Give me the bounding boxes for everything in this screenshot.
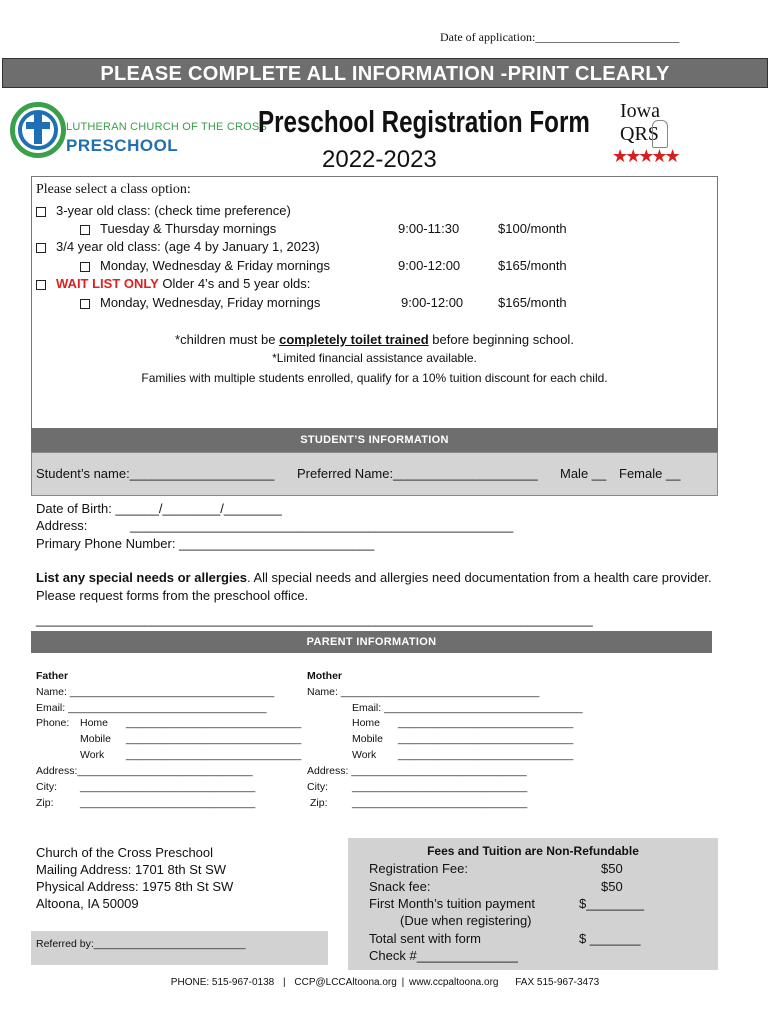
male-field[interactable]: Male __ (560, 466, 607, 481)
waitlist-desc: Older 4’s and 5 year olds: (158, 276, 311, 291)
first-month-field[interactable]: $________ (579, 896, 645, 911)
church-city: Altoona, IA 50009 (36, 896, 139, 911)
registration-fee-value: $50 (601, 861, 623, 876)
registration-fee-label: Registration Fee: (369, 861, 468, 876)
due-when-registering: (Due when registering) (400, 913, 532, 928)
mother-name-field[interactable]: Name: __________________________________ (307, 686, 540, 698)
father-email-field[interactable]: Email: __________________________________ (36, 702, 267, 714)
primary-phone-field[interactable]: Primary Phone Number: ___________________________ (36, 536, 375, 551)
mother-home-field[interactable]: ______________________________ (398, 717, 574, 729)
father-zip-label: Zip: (36, 797, 54, 809)
mother-work-field[interactable]: ______________________________ (398, 749, 574, 761)
note-toilet-trained: completely toilet trained (279, 332, 429, 347)
father-heading: Father (36, 670, 69, 682)
mother-zip-field[interactable]: ______________________________ (352, 797, 528, 809)
mother-zip-label: Zip: (310, 797, 328, 809)
father-phone-label: Phone: (36, 717, 70, 729)
father-zip-field[interactable]: ______________________________ (80, 797, 256, 809)
checkbox-waitlist-mwf[interactable] (80, 299, 90, 309)
checkbox-waitlist[interactable] (36, 280, 46, 290)
father-mobile-field[interactable]: ______________________________ (126, 733, 302, 745)
mother-email-field[interactable]: Email: __________________________________ (352, 702, 583, 714)
note-part1: *children must be (175, 332, 280, 347)
cross-bar-icon (26, 122, 50, 129)
note-part3: before beginning school. (428, 332, 574, 347)
financial-assistance-note: *Limited financial assistance available. (272, 351, 477, 365)
form-title: Preschool Registration Form (258, 104, 590, 139)
first-month-label: First Month’s tuition payment (369, 896, 535, 911)
mother-mobile-label: Mobile (352, 733, 383, 745)
option-3yr-tth-label: Tuesday & Thursday mornings (100, 221, 277, 236)
female-field[interactable]: Female __ (619, 466, 681, 481)
father-city-label: City: (36, 781, 57, 793)
mother-home-label: Home (352, 717, 381, 729)
checkbox-3yr-tth[interactable] (80, 225, 90, 235)
option-waitlist-mwf-label: Monday, Wednesday, Friday mornings (100, 295, 321, 310)
total-sent-field[interactable]: $ _______ (579, 931, 641, 946)
father-address-field[interactable]: Address:______________________________ (36, 765, 253, 777)
preferred-name-field[interactable]: Preferred Name:____________________ (297, 466, 538, 481)
logo-preschool: PRESCHOOL (66, 136, 179, 155)
footer-phone: PHONE: 515-967-0138 (170, 977, 275, 988)
cross-icon (34, 114, 42, 144)
mother-city-label: City: (307, 781, 328, 793)
option-waitlist-mwf[interactable] (80, 295, 320, 310)
checkbox-34yr-mwf[interactable] (80, 262, 90, 272)
option-34yr-time: 9:00-12:00 (398, 258, 461, 273)
father-work-field[interactable]: ______________________________ (126, 749, 302, 761)
checkbox-3yr[interactable] (36, 207, 46, 217)
father-home-label: Home (80, 717, 109, 729)
option-waitlist[interactable] (36, 276, 310, 291)
footer-contact: PHONE: 515-967-0138 | CCP@LCCAltoona.org | www.ccpaltoona.org FAX 515-967-3473 (170, 977, 600, 988)
address-field[interactable]: _____________________________________________________ (130, 518, 514, 533)
special-needs-text (36, 570, 712, 585)
mother-mobile-field[interactable]: ______________________________ (398, 733, 574, 745)
option-34yr[interactable] (36, 239, 320, 254)
father-name-field[interactable]: Name: ___________________________________ (36, 686, 275, 698)
checkbox-34yr[interactable] (36, 243, 46, 253)
father-city-field[interactable]: ______________________________ (80, 781, 256, 793)
discount-note: Families with multiple students enrolled, qualify for a 10% tuition discount for each child. (141, 371, 608, 385)
iowa-qrs-logo (612, 96, 702, 174)
total-sent-label: Total sent with form (369, 931, 481, 946)
father-work-label: Work (80, 749, 105, 761)
option-34yr-mwf[interactable] (80, 258, 330, 273)
physical-address: Physical Address: 1975 8th St SW (36, 879, 234, 894)
option-3yr-time: 9:00-11:30 (398, 221, 460, 236)
school-year: 2022-2023 (322, 146, 437, 173)
mailing-address: Mailing Address: 1701 8th St SW (36, 862, 227, 877)
mother-work-label: Work (352, 749, 377, 761)
church-logo (10, 100, 267, 166)
print-clearly-banner: PLEASE COMPLETE ALL INFORMATION -PRINT CLEARLY (2, 58, 768, 88)
option-3yr-tth[interactable] (80, 221, 276, 236)
father-home-field[interactable]: ______________________________ (126, 717, 302, 729)
referred-by-field[interactable]: Referred by:__________________________ (36, 938, 246, 950)
option-3yr-price: $100/month (498, 221, 567, 236)
footer-email[interactable]: CCP@LCCAltoona.org (294, 977, 397, 988)
option-34yr-price: $165/month (498, 258, 567, 273)
class-options-heading: Please select a class option: (36, 182, 191, 197)
footer-fax: FAX 515-967-3473 (515, 977, 600, 988)
mother-address-field[interactable]: Address: ______________________________ (307, 765, 527, 777)
special-needs-rest: . All special needs and allergies need documentation from a health care provider. (246, 570, 712, 585)
option-34yr-mwf-label: Monday, Wednesday & Friday mornings (100, 258, 331, 273)
waitlist-label: WAIT LIST ONLY (56, 276, 159, 291)
parent-info-header: PARENT INFORMATION (31, 631, 712, 653)
student-info-header: STUDENT’S INFORMATION (31, 428, 718, 452)
mother-heading: Mother (307, 670, 342, 682)
footer-website[interactable]: www.ccpaltoona.org (408, 977, 499, 988)
option-waitlist-price: $165/month (498, 295, 567, 310)
snack-fee-value: $50 (601, 879, 623, 894)
option-waitlist-time: 9:00-12:00 (401, 295, 464, 310)
fees-title: Fees and Tuition are Non-Refundable (427, 844, 639, 858)
student-name-field[interactable]: Student’s name:____________________ (36, 466, 275, 481)
check-number-field[interactable]: Check #______________ (369, 948, 518, 963)
ribbon-icon (652, 120, 668, 148)
father-mobile-label: Mobile (80, 733, 111, 745)
special-needs-bold: List any special needs or allergies (36, 570, 247, 585)
address-label: Address: (36, 518, 88, 533)
snack-fee-label: Snack fee: (369, 879, 431, 894)
mother-city-field[interactable]: ______________________________ (352, 781, 528, 793)
option-34yr-label: 3/4 year old class: (age 4 by January 1, 2023) (56, 239, 320, 254)
date-of-application[interactable]: Date of application:________________________ (440, 30, 680, 44)
logo-church-name: LUTHERAN CHURCH OF THE CROSS (66, 121, 267, 133)
toilet-trained-note (31, 332, 718, 347)
church-name: Church of the Cross Preschool (36, 845, 214, 860)
iowa-qrs-text: Iowa QRS (620, 100, 660, 145)
request-forms-text: Please request forms from the preschool office. (36, 588, 309, 603)
special-needs-line[interactable]: _____________________________________________________________________________ (36, 612, 593, 627)
dob-field[interactable]: Date of Birth: ______/________/________ (36, 501, 282, 516)
option-3yr-label: 3-year old class: (check time preference) (56, 203, 291, 218)
option-3yr[interactable] (36, 203, 291, 218)
star-rating-icon: ★★★★★ (612, 146, 678, 166)
